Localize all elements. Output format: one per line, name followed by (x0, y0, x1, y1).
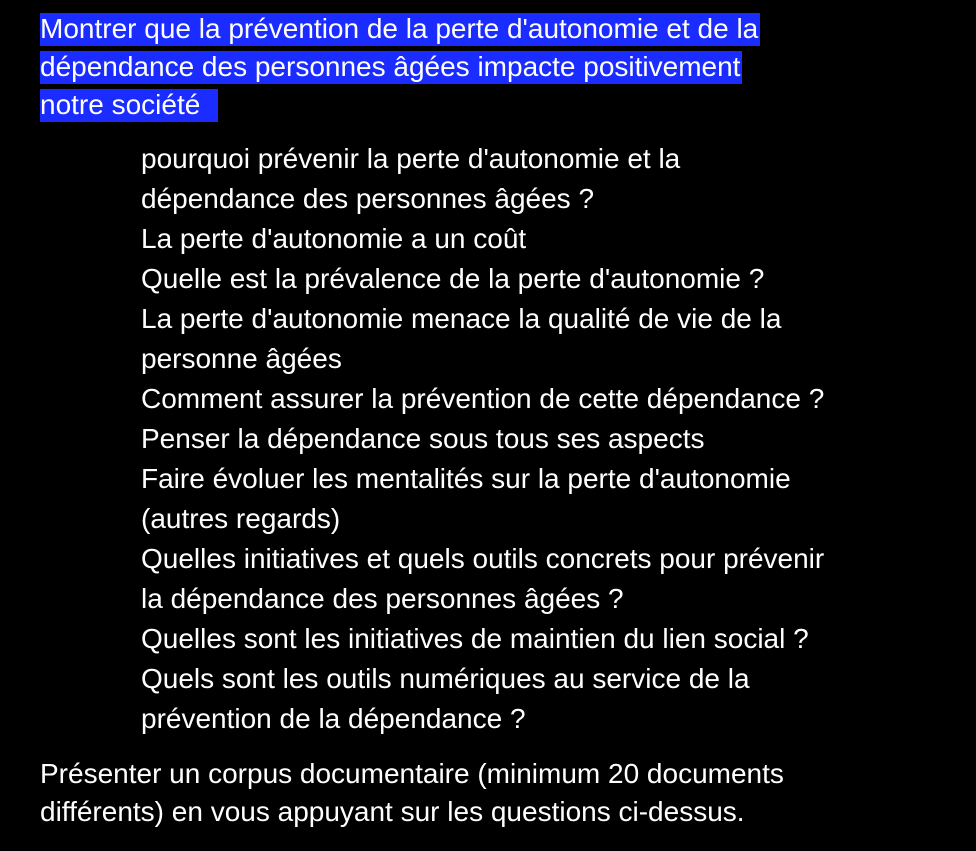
question-line: dépendance des personnes âgées ? (141, 183, 595, 214)
question-list (141, 139, 971, 739)
instruction-line: Présenter un corpus documentaire (minimum 20 documents (40, 758, 784, 789)
question-line: Penser la dépendance sous tous ses aspects (141, 423, 705, 454)
question-line: Quels sont les outils numériques au service de la (141, 663, 750, 694)
heading-line (40, 10, 940, 48)
selection-highlight: Montrer que la prévention de la perte d'autonomie et de la (40, 13, 759, 44)
question-line: prévention de la dépendance ? (141, 703, 526, 734)
heading-line (40, 86, 940, 124)
instruction-line: différents) en vous appuyant sur les questions ci-dessus. (40, 796, 745, 827)
selection-highlight: notre société (40, 89, 218, 122)
question-line: Quelles initiatives et quels outils concrets pour prévenir (141, 543, 825, 574)
question-line: Comment assurer la prévention de cette dépendance ? (141, 383, 825, 414)
question-line: Faire évoluer les mentalités sur la perte d'autonomie (141, 463, 791, 494)
question-line: La perte d'autonomie menace la qualité de vie de la (141, 303, 782, 334)
question-line: Quelles sont les initiatives de maintien du lien social ? (141, 623, 809, 654)
selected-heading[interactable] (40, 10, 940, 124)
question-line: La perte d'autonomie a un coût (141, 223, 527, 254)
selection-highlight: dépendance des personnes âgées impacte positivement (40, 51, 741, 82)
question-line: personne âgées (141, 343, 342, 374)
question-line: pourquoi prévenir la perte d'autonomie et la (141, 143, 681, 174)
instruction-paragraph (40, 755, 960, 831)
question-line: la dépendance des personnes âgées ? (141, 583, 624, 614)
question-line: (autres regards) (141, 503, 341, 534)
heading-line (40, 48, 940, 86)
question-line: Quelle est la prévalence de la perte d'autonomie ? (141, 263, 765, 294)
